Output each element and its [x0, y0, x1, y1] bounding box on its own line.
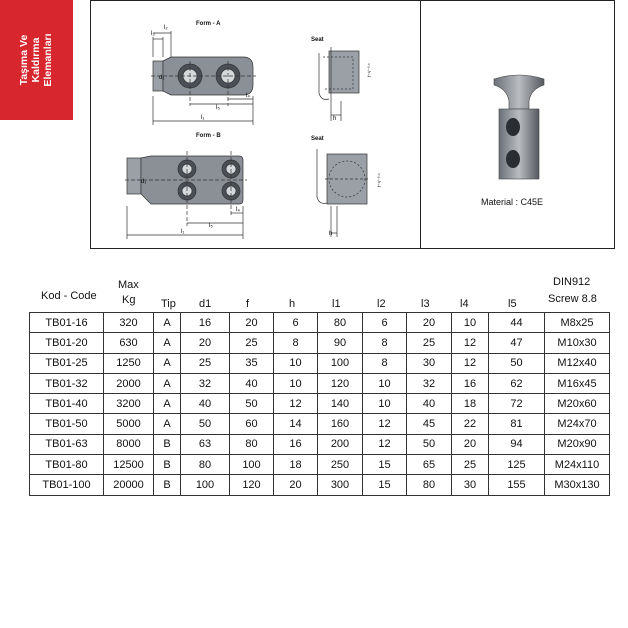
header-kod: Kod - Code [41, 290, 97, 302]
product-image [489, 71, 549, 181]
cell-h: 6 [274, 313, 318, 333]
cell-kod: TB01-16 [30, 313, 104, 333]
cell-screw: M24x110 [545, 455, 610, 475]
cell-l5: 72 [489, 394, 545, 414]
cell-screw: M20x90 [545, 434, 610, 454]
cell-l2: 8 [363, 353, 407, 373]
cell-l1: 140 [318, 394, 363, 414]
cell-screw: M20x60 [545, 394, 610, 414]
table-row [30, 333, 610, 353]
header-l1: l1 [332, 298, 341, 310]
cell-h: 8 [274, 333, 318, 353]
seat-b-label: Seat [311, 136, 324, 142]
dim-l2-label: l₂ [164, 25, 168, 31]
category-title [18, 4, 54, 116]
form-a-part [151, 31, 256, 125]
category-line-1: Taşıma Ve [18, 34, 30, 86]
cell-tip: A [154, 373, 181, 393]
cell-screw: M16x45 [545, 373, 610, 393]
cell-h: 12 [274, 394, 318, 414]
cell-l5: 50 [489, 353, 545, 373]
cell-d1: 40 [181, 394, 230, 414]
seat-a-tolerance: f⁺¹/⁻⁰·⁵ [367, 63, 372, 77]
table-row [30, 373, 610, 393]
cell-l4: 12 [452, 333, 489, 353]
cell-l3: 50 [407, 434, 452, 454]
cell-kod: TB01-40 [30, 394, 104, 414]
cell-l2: 6 [363, 313, 407, 333]
cell-l4: 10 [452, 313, 489, 333]
cell-screw: M8x25 [545, 313, 610, 333]
cell-tip: B [154, 434, 181, 454]
material-label: Material : C45E [481, 197, 544, 207]
cell-max-kg: 630 [104, 333, 154, 353]
cell-l3: 80 [407, 475, 452, 495]
header-l5: l5 [508, 298, 517, 310]
cell-kod: TB01-63 [30, 434, 104, 454]
dim-l4-label: l₄ [246, 93, 250, 99]
table-row [30, 353, 610, 373]
cell-h: 10 [274, 353, 318, 373]
header-din: DIN912 [553, 276, 591, 288]
cell-l2: 15 [363, 455, 407, 475]
cell-kod: TB01-25 [30, 353, 104, 373]
cell-l2: 8 [363, 333, 407, 353]
cell-tip: A [154, 333, 181, 353]
cell-l5: 81 [489, 414, 545, 434]
header-l2: l2 [377, 298, 386, 310]
cell-kod: TB01-20 [30, 333, 104, 353]
cell-max-kg: 5000 [104, 414, 154, 434]
dim-d1-label: d₁ [159, 75, 165, 81]
cell-l3: 30 [407, 353, 452, 373]
cell-l2: 12 [363, 434, 407, 454]
cell-l1: 250 [318, 455, 363, 475]
seat-a-h-label: h [333, 116, 337, 122]
header-l4: l4 [460, 298, 469, 310]
header-h: h [289, 298, 296, 310]
cell-l4: 22 [452, 414, 489, 434]
seat-a-label: Seat [311, 37, 324, 43]
cell-l5: 62 [489, 373, 545, 393]
category-line-2: Kaldırma [30, 37, 42, 83]
cell-l5: 47 [489, 333, 545, 353]
table-row [30, 434, 610, 454]
cell-l1: 90 [318, 333, 363, 353]
cell-d1: 16 [181, 313, 230, 333]
cell-h: 10 [274, 373, 318, 393]
cell-f: 80 [230, 434, 274, 454]
cell-kod: TB01-50 [30, 414, 104, 434]
cell-l5: 155 [489, 475, 545, 495]
cell-max-kg: 3200 [104, 394, 154, 414]
cell-l3: 65 [407, 455, 452, 475]
cell-d1: 25 [181, 353, 230, 373]
cell-l4: 12 [452, 353, 489, 373]
cell-kod: TB01-80 [30, 455, 104, 475]
cell-d1: 63 [181, 434, 230, 454]
table-row [30, 394, 610, 414]
cell-screw: M24x70 [545, 414, 610, 434]
spec-table [29, 312, 610, 496]
cell-f: 25 [230, 333, 274, 353]
cell-tip: B [154, 475, 181, 495]
form-a-label: Form - A [196, 21, 221, 27]
cell-l4: 25 [452, 455, 489, 475]
form-b-part [125, 151, 247, 239]
cell-d1: 32 [181, 373, 230, 393]
cell-max-kg: 20000 [104, 475, 154, 495]
dim-l5-label: l₅ [216, 105, 220, 111]
cell-d1: 80 [181, 455, 230, 475]
seat-a [319, 47, 359, 121]
cell-h: 16 [274, 434, 318, 454]
cell-l3: 45 [407, 414, 452, 434]
cell-l2: 12 [363, 414, 407, 434]
cell-l4: 20 [452, 434, 489, 454]
header-screw: Screw 8.8 [548, 293, 597, 305]
cell-l1: 100 [318, 353, 363, 373]
cell-screw: M12x40 [545, 353, 610, 373]
header-kg: Kg [122, 294, 136, 306]
cell-l2: 10 [363, 373, 407, 393]
form-b-l5-label: l₅ [209, 223, 213, 229]
cell-l3: 32 [407, 373, 452, 393]
cell-l3: 40 [407, 394, 452, 414]
cell-max-kg: 1250 [104, 353, 154, 373]
cell-f: 60 [230, 414, 274, 434]
cell-f: 120 [230, 475, 274, 495]
table-row [30, 475, 610, 495]
table-row [30, 414, 610, 434]
cell-screw: M30x130 [545, 475, 610, 495]
cell-tip: A [154, 394, 181, 414]
cell-max-kg: 8000 [104, 434, 154, 454]
cell-h: 14 [274, 414, 318, 434]
category-line-3: Elemanları [42, 33, 54, 87]
cell-l4: 16 [452, 373, 489, 393]
cell-l1: 160 [318, 414, 363, 434]
cell-l1: 300 [318, 475, 363, 495]
seat-b-h-label: h [329, 231, 333, 237]
header-l3: l3 [421, 298, 430, 310]
cell-screw: M10x30 [545, 333, 610, 353]
cell-tip: B [154, 455, 181, 475]
dim-l3-label: l₃ [151, 31, 155, 37]
cell-l5: 44 [489, 313, 545, 333]
form-b-d1-label: d₁ [141, 179, 147, 185]
table-row [30, 313, 610, 333]
cell-tip: A [154, 313, 181, 333]
form-b-l4-label: l₄ [236, 207, 240, 213]
cell-d1: 50 [181, 414, 230, 434]
cell-f: 50 [230, 394, 274, 414]
cell-tip: A [154, 414, 181, 434]
cell-l2: 10 [363, 394, 407, 414]
cell-h: 18 [274, 455, 318, 475]
dim-l1-label: l₁ [201, 115, 205, 121]
table-row [30, 455, 610, 475]
cell-max-kg: 320 [104, 313, 154, 333]
cell-kod: TB01-100 [30, 475, 104, 495]
cell-f: 100 [230, 455, 274, 475]
cell-l2: 15 [363, 475, 407, 495]
cell-l4: 18 [452, 394, 489, 414]
product-photo-panel [421, 0, 615, 249]
cell-l1: 200 [318, 434, 363, 454]
header-f: f [246, 298, 250, 310]
category-tab [0, 0, 73, 120]
cell-d1: 100 [181, 475, 230, 495]
cell-l3: 25 [407, 333, 452, 353]
cell-l1: 120 [318, 373, 363, 393]
seat-b-tolerance: f⁺¹/⁻⁰·⁵ [377, 173, 382, 187]
form-b-label: Form - B [196, 133, 221, 139]
technical-drawing-panel [90, 0, 421, 249]
cell-tip: A [154, 353, 181, 373]
cell-f: 35 [230, 353, 274, 373]
technical-drawing [91, 1, 420, 248]
cell-l5: 94 [489, 434, 545, 454]
cell-f: 40 [230, 373, 274, 393]
cell-max-kg: 2000 [104, 373, 154, 393]
cell-l5: 125 [489, 455, 545, 475]
cell-l4: 30 [452, 475, 489, 495]
cell-kod: TB01-32 [30, 373, 104, 393]
header-tip: Tip [161, 298, 176, 310]
header-max: Max [118, 279, 139, 291]
cell-max-kg: 12500 [104, 455, 154, 475]
cell-l3: 20 [407, 313, 452, 333]
cell-f: 20 [230, 313, 274, 333]
form-b-l1-label: l₁ [181, 229, 185, 235]
cell-h: 20 [274, 475, 318, 495]
seat-b [317, 149, 369, 237]
cell-d1: 20 [181, 333, 230, 353]
header-d1: d1 [199, 298, 212, 310]
cell-l1: 80 [318, 313, 363, 333]
